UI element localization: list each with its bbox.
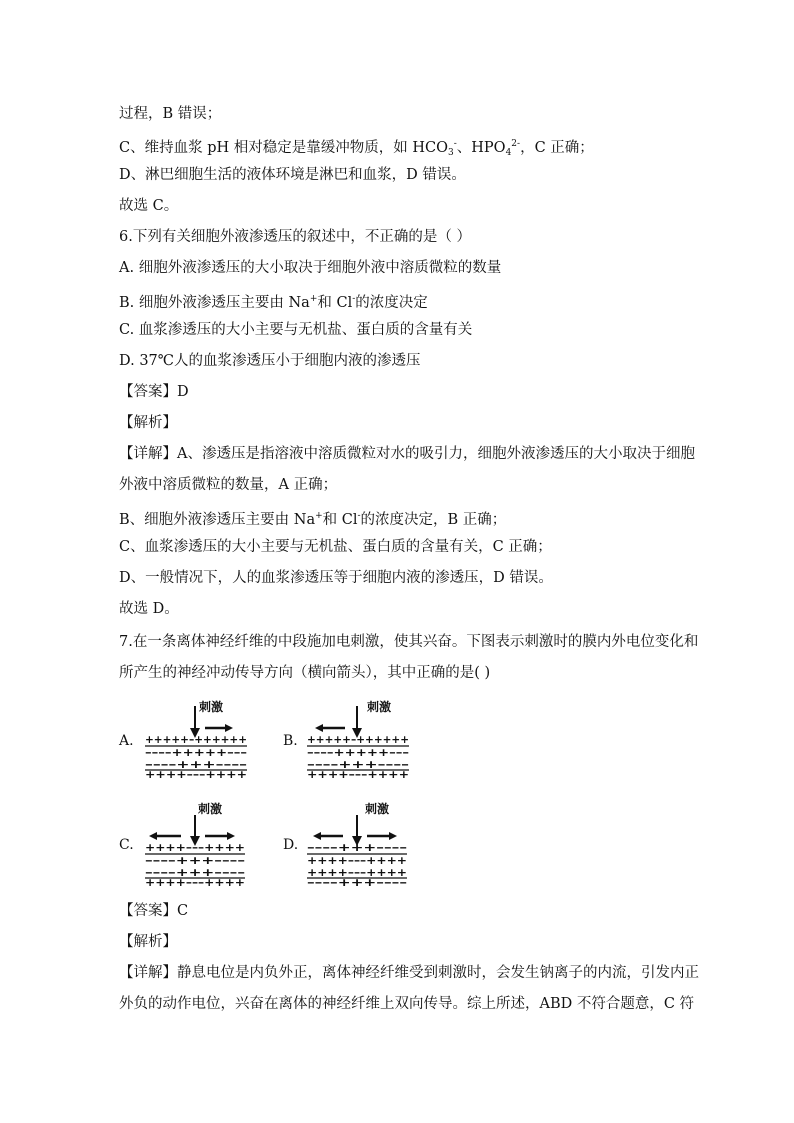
question-7-detail: 外负的动作电位，兴奋在离体的神经纤维上双向传导。综上所述，ABD 不符合题意，C 符 (119, 996, 695, 1012)
diagram-c (143, 800, 253, 888)
question-6-detail: D、一般情况下，人的血浆渗透压等于细胞内液的渗透压，D 错误。 (119, 570, 553, 586)
text-line: D、淋巴细胞生活的液体环境是淋巴和血浆，D 错误。 (119, 167, 466, 183)
superscript: 2- (511, 139, 521, 149)
stimulus-label: 刺激 (199, 700, 224, 714)
question-6-option-c: C. 血浆渗透压的大小主要与无机盐、蛋白质的含量有关 (119, 322, 473, 338)
membrane-outer-charges: ++++–––++++ (145, 841, 245, 854)
text-span: B、细胞外液渗透压主要由 Na (119, 512, 316, 528)
membrane-inner-charges: ––––+++–––– (145, 866, 245, 879)
option-c-label: C. (119, 837, 134, 853)
conduction-arrowhead (149, 832, 157, 840)
membrane-outer-charges: ++++–––++++ (307, 768, 409, 781)
subscript: 4 (505, 148, 512, 158)
option-b-label: B. (283, 733, 298, 749)
stimulus-label: 刺激 (365, 802, 390, 816)
question-7-answer: 【答案】C (119, 903, 189, 919)
subscript: 3 (447, 148, 454, 158)
superscript: + (315, 511, 323, 521)
question-6-option-d: D. 37℃人的血浆渗透压小于细胞内液的渗透压 (119, 353, 421, 369)
membrane-outer-charges: ––––+++–––– (307, 876, 407, 889)
conduction-arrowhead (227, 832, 235, 840)
question-6-detail: 【详解】A、渗透压是指溶液中溶质微粒对水的吸引力，细胞外液渗透压的大小取决于细胞 (119, 446, 695, 462)
text-span: 和 Cl (317, 295, 353, 311)
question-6-analysis-heading: 【解析】 (119, 415, 177, 431)
question-6-stem: 6.下列有关细胞外液渗透压的叙述中，不正确的是（ ） (119, 229, 471, 245)
question-6-option-b (119, 289, 428, 313)
question-6-answer: 【答案】D (119, 384, 189, 400)
superscript: - (453, 139, 457, 149)
diagram-a (143, 698, 253, 780)
diagram-d (305, 800, 415, 888)
membrane-outer-charges: ––––+++–––– (307, 841, 407, 854)
text-span: B. 细胞外液渗透压主要由 Na (119, 295, 310, 311)
question-7-stem: 所产生的神经冲动传导方向（横向箭头），其中正确的是( ) (119, 665, 491, 681)
question-7-detail: 【详解】静息电位是内负外正，离体神经纤维受到刺激时，会发生钠离子的内流，引发内正 (119, 965, 699, 981)
membrane-inner-charges: ––––+++–––– (307, 758, 409, 771)
question-6-detail: C、血浆渗透压的大小主要与无机盐、蛋白质的含量有关，C 正确； (119, 539, 552, 555)
question-7-stem: 7.在一条离体神经纤维的中段施加电刺激，使其兴奋。下图表示刺激时的膜内外电位变化和 (119, 634, 699, 650)
conduction-arrowhead (389, 832, 397, 840)
text-span: 的浓度决定，B 正确； (360, 512, 507, 528)
question-6-option-a: A. 细胞外液渗透压的大小取决于细胞外液中溶质微粒的数量 (119, 260, 502, 276)
text-span: 的浓度决定 (355, 295, 428, 311)
question-7-analysis-heading: 【解析】 (119, 934, 177, 950)
membrane-outer-charges: +++++–++++++ (145, 733, 247, 746)
option-a-label: A. (119, 733, 134, 749)
membrane-inner-charges: ––––+++++––– (145, 746, 247, 759)
conduction-arrowhead (225, 724, 233, 732)
conduction-arrowhead (313, 832, 321, 840)
text-span: ，C 正确； (520, 140, 594, 156)
text-span: C、维持血浆 pH 相对稳定是靠缓冲物质，如 HCO (119, 140, 448, 156)
membrane-inner-charges: ––––+++–––– (145, 758, 247, 771)
membrane-inner-charges: ––––+++–––– (145, 854, 245, 867)
question-6-detail: 外液中溶质微粒的数量，A 正确； (119, 477, 338, 493)
superscript: - (352, 294, 356, 304)
text-line: 过程，B 错误； (119, 106, 222, 122)
question-6-conclusion: 故选 D。 (119, 601, 179, 617)
option-d-label: D. (283, 837, 299, 853)
text-line: 故选 C。 (119, 198, 179, 214)
text-line-buffer (119, 134, 594, 163)
superscript: - (357, 511, 361, 521)
question-6-detail (119, 506, 506, 530)
membrane-outer-charges: ++++–––++++ (145, 876, 245, 889)
stimulus-label: 刺激 (367, 700, 392, 714)
membrane-inner-charges: ––––+++++––– (307, 746, 409, 759)
text-span: 、HPO (456, 140, 506, 156)
membrane-inner-charges: ++++–––++++ (307, 854, 407, 867)
superscript: + (309, 294, 318, 304)
conduction-arrowhead (315, 724, 323, 732)
membrane-inner-charges: ++++–––++++ (307, 866, 407, 879)
membrane-outer-charges: ++++–––++++ (145, 768, 247, 781)
stimulus-label: 刺激 (198, 802, 223, 816)
diagram-b (305, 698, 415, 780)
text-span: 和 Cl (322, 512, 358, 528)
membrane-outer-charges: +++++–++++++ (307, 733, 409, 746)
